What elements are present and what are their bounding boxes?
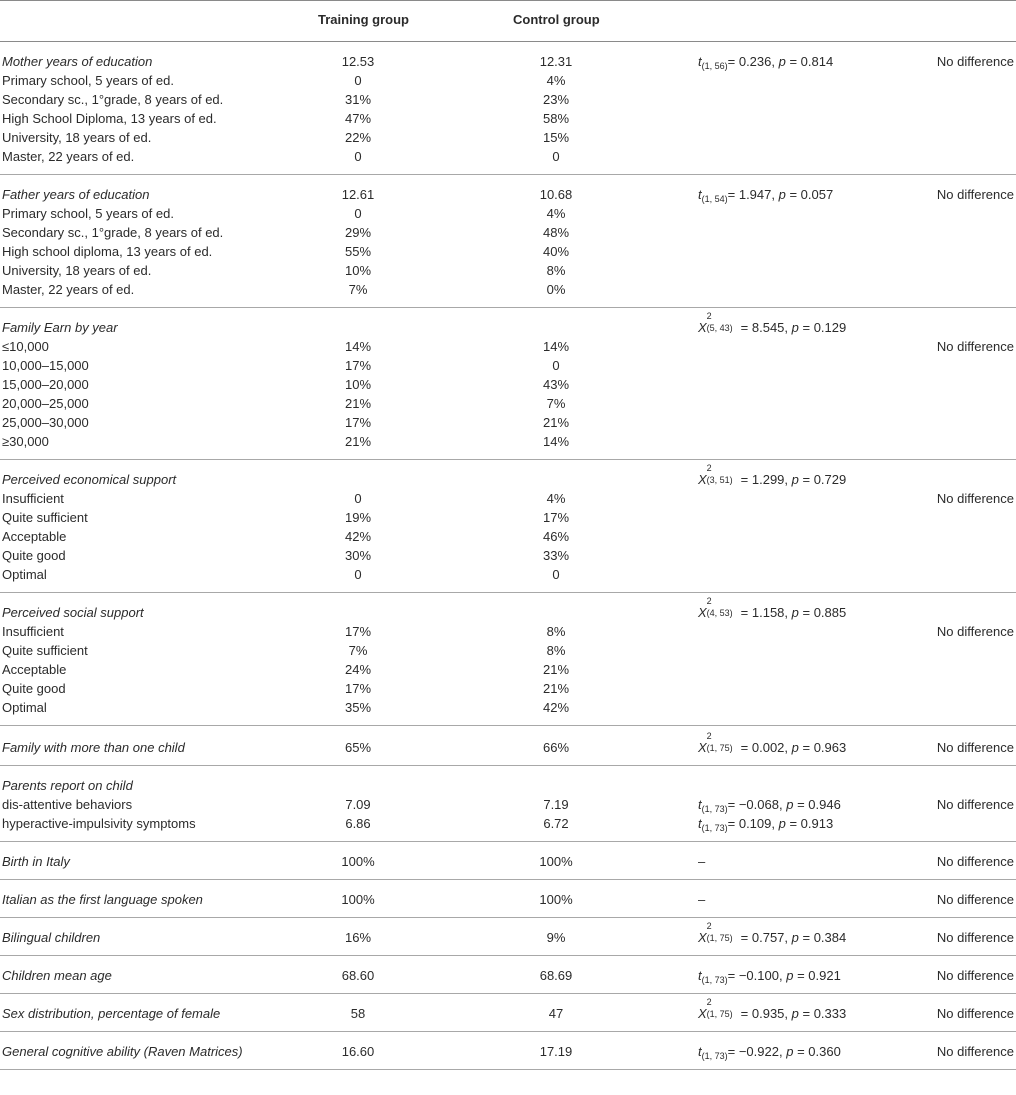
test-statistic	[698, 185, 833, 204]
p-value: = 0.129	[802, 320, 847, 335]
table-row	[0, 375, 1016, 394]
table-row	[0, 921, 1016, 947]
training-value: 31%	[344, 92, 372, 107]
control-value: 0%	[546, 282, 566, 297]
training-value: 100%	[341, 854, 375, 869]
training-value: 58	[350, 1006, 366, 1021]
training-value: 47%	[344, 111, 372, 126]
row-label: Optimal	[2, 567, 47, 582]
control-value: 8%	[546, 643, 566, 658]
table-row	[0, 776, 1016, 795]
test-statistic: X 2 (4, 53) = 1.158, p = 0.885	[698, 596, 847, 620]
control-group-header: Control group	[513, 12, 600, 27]
p-value: = 0.360	[797, 1044, 841, 1059]
row-label: dis-attentive behaviors	[2, 797, 133, 812]
table-row	[0, 890, 1016, 909]
training-value: 16.60	[341, 1044, 375, 1059]
table-row	[0, 280, 1016, 299]
test-statistic	[698, 852, 705, 871]
test-statistic	[698, 966, 841, 985]
p-value: = 0.384	[802, 930, 847, 945]
t-symbol: t	[698, 816, 702, 831]
result-label: No difference	[936, 797, 1014, 812]
p-symbol: p	[791, 740, 799, 755]
training-value: 0	[354, 206, 362, 221]
row-label: 20,000–25,000	[2, 396, 89, 411]
control-value: 46%	[542, 529, 570, 544]
p-symbol: p	[786, 797, 794, 812]
result-label: No difference	[936, 854, 1014, 869]
control-value: 68.69	[539, 968, 573, 983]
table-section	[0, 42, 1016, 175]
training-value: 7.09	[345, 797, 371, 812]
training-value: 21%	[344, 396, 372, 411]
table-row	[0, 527, 1016, 546]
control-value: 6.72	[543, 816, 569, 831]
control-value: 4%	[546, 73, 566, 88]
table-header	[0, 0, 1016, 42]
table-row	[0, 394, 1016, 413]
test-statistic	[698, 1042, 841, 1061]
row-label: Birth in Italy	[2, 854, 70, 869]
table-row	[0, 966, 1016, 985]
control-value: 7%	[546, 396, 566, 411]
table-row	[0, 731, 1016, 757]
table-row	[0, 596, 1016, 622]
test-statistic: X 2 (5, 43) = 8.545, p = 0.129	[698, 311, 847, 335]
control-value: 8%	[546, 624, 566, 639]
t-symbol: t	[698, 1044, 702, 1059]
row-label: High school diploma, 13 years of ed.	[2, 244, 213, 259]
p-symbol: p	[786, 968, 794, 983]
control-value: 40%	[542, 244, 570, 259]
table-row	[0, 223, 1016, 242]
training-value: 68.60	[341, 968, 375, 983]
table-row	[0, 413, 1016, 432]
control-value: 4%	[546, 206, 566, 221]
training-value: 29%	[344, 225, 372, 240]
table-row	[0, 109, 1016, 128]
row-label: Quite good	[2, 548, 66, 563]
row-label: Italian as the first language spoken	[2, 892, 203, 907]
row-label: 15,000–20,000	[2, 377, 89, 392]
table-section	[0, 593, 1016, 726]
table-body	[0, 42, 1016, 1070]
training-value: 55%	[344, 244, 372, 259]
table-row	[0, 337, 1016, 356]
p-symbol: p	[791, 472, 799, 487]
statistic-value: = 0.757,	[740, 930, 792, 945]
training-value: 65%	[344, 740, 372, 755]
t-symbol: t	[698, 797, 702, 812]
degrees-of-freedom: (1, 73)	[701, 975, 728, 985]
training-value: 17%	[344, 415, 372, 430]
table-row	[0, 242, 1016, 261]
p-symbol: p	[791, 930, 799, 945]
p-symbol: p	[778, 54, 786, 69]
table-row	[0, 185, 1016, 204]
table-row	[0, 432, 1016, 451]
result-label: No difference	[936, 968, 1014, 983]
table-section	[0, 726, 1016, 766]
test-statistic: X 2 (1, 75) = 0.757, p = 0.384	[698, 921, 847, 945]
t-symbol: t	[698, 968, 702, 983]
table-section	[0, 308, 1016, 460]
training-value: 30%	[344, 548, 372, 563]
table-row	[0, 660, 1016, 679]
row-label: Secondary sc., 1°grade, 8 years of ed.	[2, 92, 224, 107]
control-value: 8%	[546, 263, 566, 278]
control-value: 58%	[542, 111, 570, 126]
table-row	[0, 90, 1016, 109]
p-value: = 0.333	[802, 1006, 847, 1021]
p-symbol: p	[778, 816, 786, 831]
row-label: Secondary sc., 1°grade, 8 years of ed.	[2, 225, 224, 240]
control-value: 23%	[542, 92, 570, 107]
table-row	[0, 147, 1016, 166]
row-label: Master, 22 years of ed.	[2, 282, 135, 297]
row-label: Insufficient	[2, 624, 64, 639]
table-section	[0, 175, 1016, 308]
test-statistic: X 2 (1, 75) = 0.002, p = 0.963	[698, 731, 847, 755]
row-label: Bilingual children	[2, 930, 101, 945]
row-label: Mother years of education	[2, 54, 153, 69]
training-value: 0	[354, 73, 362, 88]
t-symbol: t	[698, 187, 702, 202]
degrees-of-freedom: (1, 73)	[701, 804, 728, 814]
table-section	[0, 880, 1016, 918]
table-row	[0, 565, 1016, 584]
control-value: 33%	[542, 548, 570, 563]
p-value: = 0.963	[802, 740, 847, 755]
control-value: 0	[552, 358, 560, 373]
row-label: General cognitive ability (Raven Matrices)	[2, 1044, 243, 1059]
result-label: No difference	[936, 491, 1014, 506]
no-test-dash: –	[698, 892, 706, 907]
training-value: 6.86	[345, 816, 371, 831]
row-label: 10,000–15,000	[2, 358, 89, 373]
result-label: No difference	[936, 892, 1014, 907]
training-group-header: Training group	[318, 12, 409, 27]
degrees-of-freedom: (1, 73)	[701, 1051, 728, 1061]
chi-symbol: X	[698, 605, 707, 620]
control-value: 21%	[542, 415, 570, 430]
test-statistic	[698, 52, 833, 71]
chi-symbol: X	[698, 930, 707, 945]
control-value: 15%	[542, 130, 570, 145]
training-value: 0	[354, 149, 362, 164]
chi-symbol: X	[698, 1006, 707, 1021]
result-label: No difference	[936, 624, 1014, 639]
control-value: 47	[548, 1006, 564, 1021]
test-statistic	[698, 795, 841, 814]
control-value: 100%	[539, 854, 573, 869]
training-value: 17%	[344, 681, 372, 696]
table-row	[0, 489, 1016, 508]
control-value: 14%	[542, 339, 570, 354]
no-test-dash: –	[698, 854, 706, 869]
control-value: 17%	[542, 510, 570, 525]
degrees-of-freedom: (1, 56)	[701, 61, 728, 71]
training-value: 0	[354, 567, 362, 582]
training-value: 12.61	[341, 187, 375, 202]
training-value: 19%	[344, 510, 372, 525]
result-label: No difference	[936, 54, 1014, 69]
row-label: University, 18 years of ed.	[2, 263, 152, 278]
test-statistic	[698, 814, 833, 833]
control-value: 48%	[542, 225, 570, 240]
p-value: = 0.729	[802, 472, 847, 487]
table-section	[0, 1032, 1016, 1070]
p-value: = 0.913	[789, 816, 834, 831]
chi-symbol: X	[698, 320, 707, 335]
test-statistic: X 2 (1, 75) = 0.935, p = 0.333	[698, 997, 847, 1021]
row-label: Insufficient	[2, 491, 64, 506]
result-label: No difference	[936, 1044, 1014, 1059]
result-label: No difference	[936, 187, 1014, 202]
table-row	[0, 311, 1016, 337]
row-label: Acceptable	[2, 529, 67, 544]
control-value: 21%	[542, 681, 570, 696]
control-value: 9%	[546, 930, 566, 945]
table-row	[0, 52, 1016, 71]
p-symbol: p	[791, 320, 799, 335]
row-label: Sex distribution, percentage of female	[2, 1006, 221, 1021]
statistic-value: = 1.947,	[727, 187, 779, 202]
row-label: Quite sufficient	[2, 510, 88, 525]
training-value: 24%	[344, 662, 372, 677]
table-section	[0, 842, 1016, 880]
training-value: 10%	[344, 263, 372, 278]
control-value: 100%	[539, 892, 573, 907]
table-row	[0, 71, 1016, 90]
statistic-value: = −0.922,	[727, 1044, 787, 1059]
training-value: 7%	[348, 643, 368, 658]
control-value: 4%	[546, 491, 566, 506]
training-value: 7%	[348, 282, 368, 297]
table-row	[0, 546, 1016, 565]
control-value: 42%	[542, 700, 570, 715]
row-label: Quite good	[2, 681, 66, 696]
statistic-value: = 0.109,	[727, 816, 779, 831]
degrees-of-freedom: (1, 54)	[701, 194, 728, 204]
test-statistic	[698, 890, 705, 909]
p-value: = 0.057	[789, 187, 834, 202]
statistic-value: = 1.299,	[740, 472, 792, 487]
training-value: 42%	[344, 529, 372, 544]
row-label: 25,000–30,000	[2, 415, 89, 430]
table-row	[0, 997, 1016, 1023]
statistic-value: = 0.236,	[727, 54, 779, 69]
p-symbol: p	[786, 1044, 794, 1059]
table-row	[0, 814, 1016, 833]
t-symbol: t	[698, 54, 702, 69]
row-label: Primary school, 5 years of ed.	[2, 73, 174, 88]
training-value: 21%	[344, 434, 372, 449]
test-statistic: X 2 (3, 51) = 1.299, p = 0.729	[698, 463, 847, 487]
row-label: University, 18 years of ed.	[2, 130, 152, 145]
p-value: = 0.814	[789, 54, 834, 69]
row-label: Perceived economical support	[2, 472, 177, 487]
control-value: 17.19	[539, 1044, 573, 1059]
statistic-value: = −0.100,	[727, 968, 787, 983]
row-label: hyperactive-impulsivity symptoms	[2, 816, 196, 831]
row-label: Perceived social support	[2, 605, 144, 620]
p-symbol: p	[791, 1006, 799, 1021]
row-label: Primary school, 5 years of ed.	[2, 206, 174, 221]
table-row	[0, 1042, 1016, 1061]
row-label: High School Diploma, 13 years of ed.	[2, 111, 217, 126]
p-value: = 0.885	[802, 605, 847, 620]
control-value: 43%	[542, 377, 570, 392]
statistic-value: = −0.068,	[727, 797, 787, 812]
training-value: 17%	[344, 624, 372, 639]
training-value: 100%	[341, 892, 375, 907]
training-value: 12.53	[341, 54, 375, 69]
result-label: No difference	[936, 740, 1014, 755]
training-value: 17%	[344, 358, 372, 373]
row-label: ≤10,000	[2, 339, 49, 354]
control-value: 7.19	[543, 797, 569, 812]
control-value: 21%	[542, 662, 570, 677]
chi-symbol: X	[698, 740, 707, 755]
control-value: 12.31	[539, 54, 573, 69]
p-value: = 0.921	[797, 968, 841, 983]
table-section	[0, 994, 1016, 1032]
control-value: 14%	[542, 434, 570, 449]
table-section	[0, 918, 1016, 956]
statistic-value: = 0.002,	[740, 740, 792, 755]
table-section	[0, 956, 1016, 994]
row-label: Quite sufficient	[2, 643, 88, 658]
p-symbol: p	[778, 187, 786, 202]
training-value: 14%	[344, 339, 372, 354]
chi-symbol: X	[698, 472, 707, 487]
row-label: Family Earn by year	[2, 320, 118, 335]
table-row	[0, 128, 1016, 147]
statistic-value: = 8.545,	[740, 320, 792, 335]
table-row	[0, 698, 1016, 717]
p-symbol: p	[791, 605, 799, 620]
row-label: ≥30,000	[2, 434, 49, 449]
statistic-value: = 1.158,	[740, 605, 792, 620]
table-row	[0, 463, 1016, 489]
p-value: = 0.946	[797, 797, 841, 812]
statistic-value: = 0.935,	[740, 1006, 792, 1021]
row-label: Father years of education	[2, 187, 150, 202]
degrees-of-freedom: (1, 73)	[701, 823, 728, 833]
training-value: 10%	[344, 377, 372, 392]
row-label: Optimal	[2, 700, 47, 715]
control-value: 0	[552, 149, 560, 164]
training-value: 0	[354, 491, 362, 506]
result-label: No difference	[936, 339, 1014, 354]
training-value: 35%	[344, 700, 372, 715]
training-value: 22%	[344, 130, 372, 145]
row-label: Parents report on child	[2, 778, 133, 793]
row-label: Children mean age	[2, 968, 112, 983]
table-row	[0, 356, 1016, 375]
row-label: Family with more than one child	[2, 740, 185, 755]
table-row	[0, 261, 1016, 280]
control-value: 0	[552, 567, 560, 582]
table-section	[0, 460, 1016, 593]
row-label: Master, 22 years of ed.	[2, 149, 135, 164]
table-row	[0, 852, 1016, 871]
table-row	[0, 508, 1016, 527]
result-label: No difference	[936, 1006, 1014, 1021]
control-value: 66%	[542, 740, 570, 755]
row-label: Acceptable	[2, 662, 67, 677]
result-label: No difference	[936, 930, 1014, 945]
table-row	[0, 641, 1016, 660]
table-row	[0, 679, 1016, 698]
table-row	[0, 622, 1016, 641]
control-value: 10.68	[539, 187, 573, 202]
table-section	[0, 766, 1016, 842]
table-row	[0, 204, 1016, 223]
training-value: 16%	[344, 930, 372, 945]
table-row	[0, 795, 1016, 814]
